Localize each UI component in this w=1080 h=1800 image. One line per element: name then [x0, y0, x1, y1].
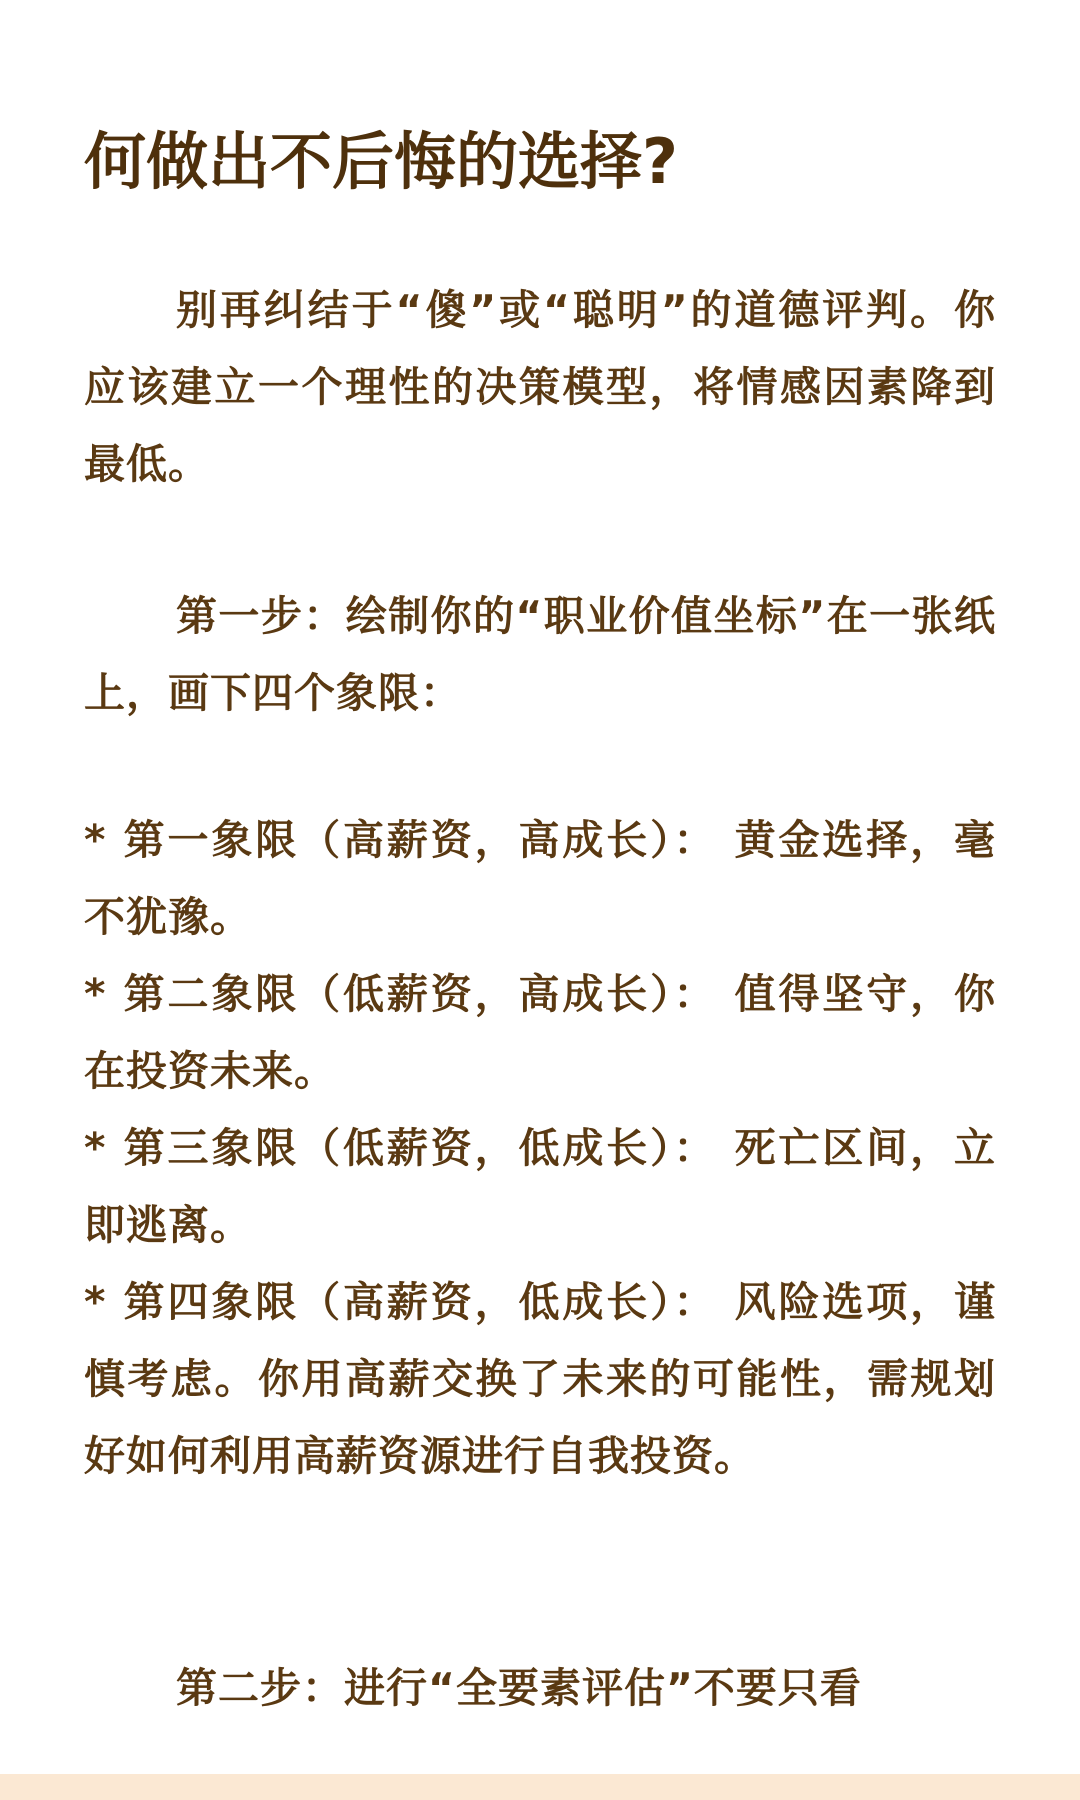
- article-heading: 何做出不后悔的选择?: [84, 125, 678, 198]
- list-item-quadrant-4: * 第四象限（高薪资，低成长）： 风险选项，谨慎考虑。你用高薪交换了未来的可能性，需规划好如何利用高薪资源进行自我投资。: [84, 1278, 996, 1480]
- intro-paragraph: 别再纠结于“傻”或“聪明”的道德评判。你应该建立一个理性的决策模型，将情感因素降到最低。: [84, 286, 996, 488]
- quadrant-list: [84, 802, 996, 1495]
- step-two-paragraph: 第二步：进行“全要素评估”不要只看: [176, 1664, 862, 1712]
- list-item-quadrant-1: * 第一象限（高薪资，高成长）： 黄金选择，毫不犹豫。: [84, 816, 996, 941]
- list-item-quadrant-2: * 第二象限（低薪资，高成长）： 值得坚守，你在投资未来。: [84, 970, 996, 1095]
- step-one-paragraph: 第一步：绘制你的“职业价值坐标”在一张纸上，画下四个象限：: [84, 592, 996, 717]
- bottom-bar: [0, 1774, 1080, 1800]
- list-item-quadrant-3: * 第三象限（低薪资，低成长）： 死亡区间，立即逃离。: [84, 1124, 996, 1249]
